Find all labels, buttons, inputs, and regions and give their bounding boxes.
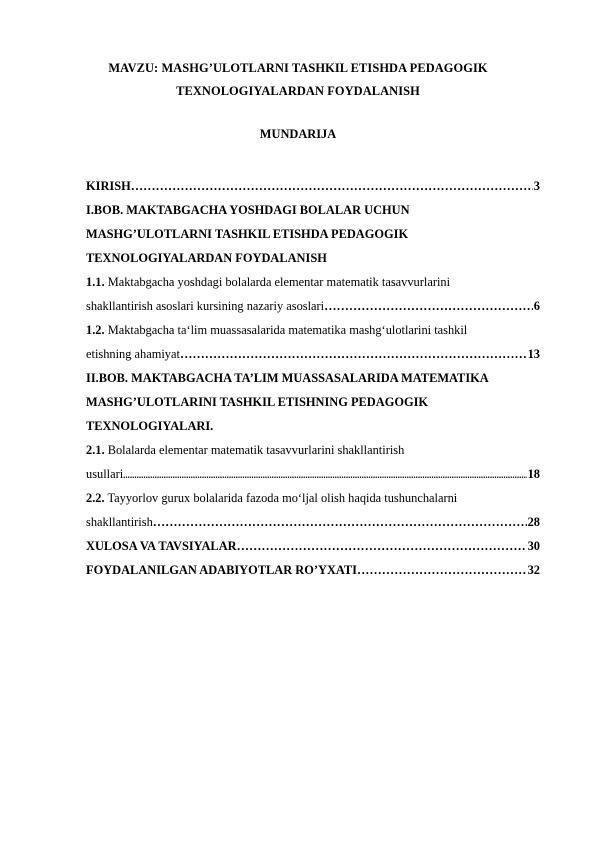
toc-section-number: 2.2.: [86, 491, 105, 505]
toc-entry-xulosa[interactable]: [86, 537, 540, 556]
toc-section-text: Tayyorlov gurux bolalarida fazoda mo‘ljal olish haqida tushunchalarni: [104, 491, 458, 505]
toc-section-number: 1.2.: [86, 323, 105, 337]
toc-leader-dots: [237, 537, 527, 556]
toc-entry-label: KIRISH: [86, 179, 131, 193]
toc-leader-dots: [180, 345, 527, 364]
toc-section-1-1-line-1[interactable]: [86, 273, 540, 292]
toc-section-text: Bolalarda elementar matematik tasavvurlarini shakllantirish: [104, 443, 405, 457]
toc-section-2-1-line-2[interactable]: [86, 465, 540, 484]
toc-section-number: 2.1.: [86, 443, 105, 457]
toc-leader-dots: [131, 177, 533, 196]
toc-section-text: usullari: [86, 467, 124, 481]
toc-chapter-2-line-2[interactable]: MASHG’ULOTLARINI TASHKIL ETISHNING PEDAGOGIK: [86, 395, 429, 409]
document-title-line-1: MAVZU: MASHG’ULOTLARNI TASHKIL ETISHDA PEDAGOGIK: [108, 61, 488, 75]
toc-page-number: 28: [527, 515, 540, 529]
toc-leader-dots: [357, 561, 527, 580]
toc-section-2-1-line-1[interactable]: [86, 441, 540, 460]
toc-entry-label: FOYDALANILGAN ADABIYOTLAR RO’YXATI: [86, 563, 358, 577]
toc-section-1-2-line-1[interactable]: [86, 321, 540, 340]
toc-section-1-2-line-2[interactable]: [86, 345, 540, 364]
document-title-line-2: TEXNOLOGIYALARDAN FOYDALANISH: [176, 84, 420, 98]
toc-chapter-1-line-2[interactable]: MASHG’ULOTLARNI TASHKIL ETISHDA PEDAGOGIK: [86, 227, 409, 241]
toc-page-number: 30: [527, 539, 540, 553]
toc-section-text: shakllantirish asoslari kursining nazariy asoslari: [86, 299, 325, 313]
toc-section-text: Maktabgacha yoshdagi bolalarda elementar matematik tasavvurlarini: [104, 275, 451, 289]
toc-section-2-2-line-2[interactable]: [86, 513, 540, 532]
toc-page-number: 6: [533, 299, 540, 313]
toc-leader-dots: [153, 513, 527, 532]
toc-leader-dots: [324, 297, 533, 316]
toc-section-text: Maktabgacha ta‘lim muassasalarida matematika mashg‘ulotlarini tashkil: [104, 323, 468, 337]
toc-leader-dots: [123, 465, 526, 484]
toc-section-2-2-line-1[interactable]: [86, 489, 540, 508]
toc-entry-label: XULOSA VA TAVSIYALAR: [86, 539, 237, 553]
toc-page-number: 18: [527, 467, 540, 481]
toc-section-text: etishning ahamiyat: [86, 347, 180, 361]
toc-heading: MUNDARIJA: [259, 127, 337, 141]
toc-chapter-2-line-3[interactable]: TEXNOLOGIYALARI.: [86, 419, 214, 433]
toc-entry-adabiyotlar[interactable]: [86, 561, 540, 580]
toc-chapter-2-line-1[interactable]: II.BOB. MAKTABGACHA TA’LIM MUASSASALARIDA MATEMATIKA: [86, 371, 489, 385]
toc-page-number: 13: [527, 347, 540, 361]
toc-section-number: 1.1.: [86, 275, 105, 289]
toc-page-number: 3: [533, 179, 540, 193]
toc-entry-kirish[interactable]: [86, 177, 540, 196]
toc-section-text: shakllantirish: [86, 515, 153, 529]
toc-chapter-1-line-3[interactable]: TEXNOLOGIYALARDAN FOYDALANISH: [86, 251, 327, 265]
toc-chapter-1-line-1[interactable]: I.BOB. MAKTABGACHA YOSHDAGI BOLALAR UCHUN: [86, 203, 410, 217]
toc-page-number: 32: [527, 563, 540, 577]
toc-section-1-1-line-2[interactable]: [86, 297, 540, 316]
